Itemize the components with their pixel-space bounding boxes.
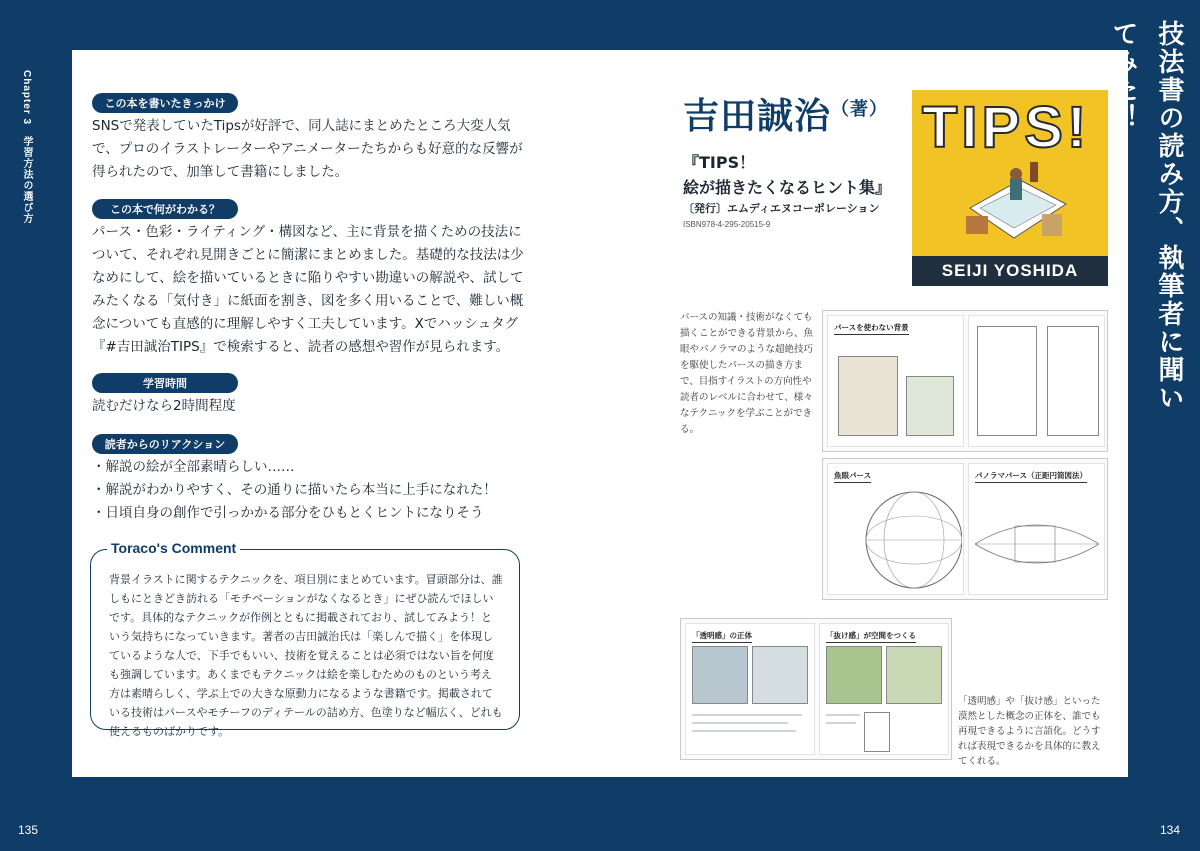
cover-illustration <box>960 158 1070 254</box>
book-title-line1: 『TIPS！ <box>683 153 756 172</box>
text-line <box>692 730 796 732</box>
page-number-left: 135 <box>18 823 39 837</box>
panorama-sketch <box>975 496 1099 592</box>
spread-heading: パースを使わない背景 <box>834 322 909 335</box>
spread-heading: 「透明感」の正体 <box>692 630 752 643</box>
comment-box <box>90 540 520 738</box>
caption-transparency: 「透明感」や「抜け感」といった漠然とした概念の正体を、誰でも再現できるように言語化。どうすれば表現できるかを具体的に教えてくれる。 <box>958 696 1101 767</box>
sample-spread-1 <box>822 310 1108 452</box>
chapter-number: Chapter 3 <box>21 70 32 126</box>
author-text: 吉田誠治 <box>683 96 832 137</box>
text-line <box>692 722 788 724</box>
cover-author: SEIJI YOSHIDA <box>912 256 1108 286</box>
spread-page <box>968 315 1105 447</box>
spread-heading: パノラマパース（正距円筒図法） <box>975 470 1087 483</box>
text-line <box>826 714 860 716</box>
spread-page <box>685 623 815 755</box>
sketch-image <box>838 356 898 436</box>
list-item: ・解説がわかりやすく、その通りに描いたら本当に上手になれた！ <box>92 482 497 498</box>
isbn: ISBN978-4-295-20515-9 <box>683 220 771 229</box>
cover-title: TIPS! <box>922 95 1091 160</box>
section-reactions <box>92 433 532 525</box>
spread-page <box>968 463 1105 595</box>
sketch-image <box>752 646 808 704</box>
section-title: 技法書の読み方、執筆者に聞いてみた！ <box>1108 20 1184 412</box>
section-heading: 読者からのリアクション <box>92 434 238 454</box>
author-role: （著） <box>831 99 889 120</box>
list-item: ・解説の絵が全部素晴らしい…… <box>92 459 295 475</box>
sample-spread-3 <box>680 618 952 760</box>
comment-text: 背景イラストに関するテクニックを、項目別にまとめています。冒頭部分は、誰しもにときどき訪れる「モチベーションがなくなるとき」にぜひ読んでほしいです。具体的なテクニックが作例とともに掲載されており、試してみよう！という気持ちになっていきます。著者の吉田誠治氏は「楽しんで描く」を体現しているような人で、下手でもいい、技術を覚えることは必須ではない旨を何度も強調しています。あくまでもテクニックは絵を楽しむためのものという考え方は素晴らしく、学ぶ上での大きな原動力になるような書籍です。掲載されている技術はパースやモチーフのディテールの詰め方、色塗りなど幅広く、どれも使えるものばかりです。 <box>109 573 503 738</box>
author-name <box>683 88 888 139</box>
book-title <box>683 150 891 200</box>
page-number-right: 134 <box>1159 823 1180 837</box>
section-text: SNSで発表していたTipsが好評で、同人誌にまとめたところ大変人気で、プロのイラストレーターやアニメーターたちからも好意的な反響が得られたので、加筆して書籍にしました。 <box>92 118 523 180</box>
sketch-image <box>886 646 942 704</box>
caption-perspective: パースの知識・技術がなくても描くことができる背景から、魚眼やパノラマのような超絶技巧を駆使したパースの描き方まで、目指すイラストの方向性や読者のレベルに合わせて、様々なテクニックを学ぶことができる。 <box>680 312 814 435</box>
chapter-subtitle: 学習方法の選び方 <box>21 135 32 224</box>
fisheye-sketch <box>858 482 962 596</box>
sketch-image <box>977 326 1037 436</box>
section-study-time <box>92 372 532 418</box>
section-text: パース・色彩・ライティング・構図など、主に背景を描くための技法について、それぞれ見開きごとに簡潔にまとめました。基礎的な技法は少なめにして、絵を描いているときに陥りやすい勘違いの解説や、試してみたくなる「気付き」に紙面を割き、図を多く用いることで、難しい概念についても直感的に理解しやすく工夫しています。Xでハッシュタグ『#吉田誠治TIPS』で検索すると、読者の感想や習作が見られます。 <box>92 224 524 355</box>
sketch-image <box>864 712 890 752</box>
list-item: ・日頃自身の創作で引っかかる部分をひもとくヒントになりそう <box>92 505 484 521</box>
sketch-image <box>826 646 882 704</box>
spread-page <box>827 315 964 447</box>
sketch-image <box>906 376 954 436</box>
comment-title: Toraco's Comment <box>107 540 240 556</box>
section-text: 読むだけなら2時間程度 <box>92 398 236 414</box>
book-title-line2: 絵が描きたくなるヒント集』 <box>683 178 892 197</box>
sketch-image <box>692 646 748 704</box>
text-line <box>826 722 856 724</box>
spread-page <box>827 463 964 595</box>
section-heading: 学習時間 <box>92 373 238 393</box>
text-line <box>692 714 802 716</box>
publisher: 〔発行〕エムディエヌコーポレーション <box>683 202 880 215</box>
section-heading: この本で何がわかる？ <box>92 199 238 219</box>
chapter-label <box>14 70 34 230</box>
section-contents <box>92 198 532 359</box>
spread-heading: 「抜け感」が空間をつくる <box>826 630 916 643</box>
section-heading: この本を書いたきっかけ <box>92 93 238 113</box>
spread-page <box>819 623 949 755</box>
sketch-image <box>1047 326 1099 436</box>
sample-spread-2 <box>822 458 1108 600</box>
book-cover <box>912 90 1108 286</box>
section-motivation <box>92 92 532 184</box>
spread-heading: 魚眼パース <box>834 470 871 483</box>
